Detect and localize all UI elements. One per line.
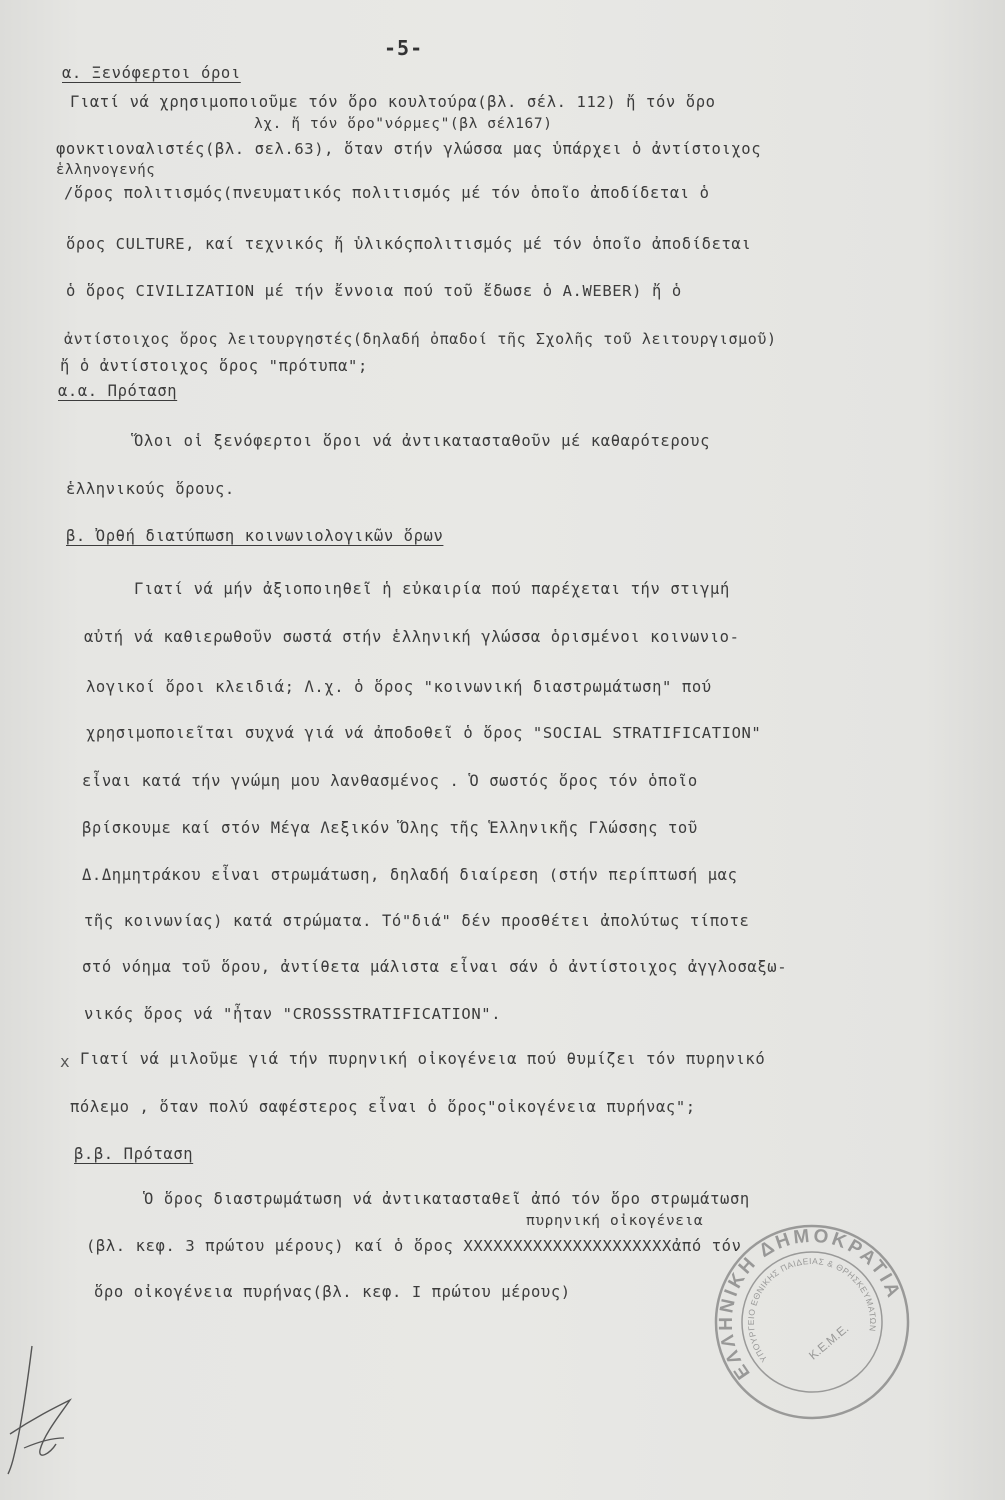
text-line: χρησιμοποιεῖται συχνά γιά νά ἀποδοθεῖ ὁ ὅρος "SOCIAL STRATIFICATION" — [86, 724, 762, 742]
text-line: φονκτιοναλιστές(βλ. σελ.63), ὅταν στήν γλώσσα μας ὑπάρχει ὁ ἀντίστοιχος — [56, 140, 762, 158]
text-line: Γιατί νά μήν ἀξιοποιηθεῖ ἡ εὐκαιρία πού παρέχεται τήν στιγμή — [134, 580, 730, 598]
text-line: /ὅρος πολιτισμός(πνευματικός πολιτισμός μέ τόν ὁποῖο ἀποδίδεται ὁ — [64, 184, 710, 202]
section-b-heading: β. Ὀρθή διατύπωση κοινωνιολογικῶν ὅρων — [66, 527, 444, 545]
page-number: -5- — [384, 36, 424, 60]
text-line: Γιατί νά μιλοῦμε γιά τήν πυρηνική οἰκογένεια πού θυμίζει τόν πυρηνικό — [80, 1050, 766, 1068]
text-line: λογικοί ὅροι κλειδιά; Λ.χ. ὁ ὅρος "κοινωνική διαστρωμάτωση" πού — [86, 678, 712, 696]
text-line: τῆς κοινωνίας) κατά στρώματα. Τό"διά" δέν προσθέτει ἀπολύτως τίποτε — [84, 912, 750, 930]
text-line: ὁ ὅρος CIVILIZATION μέ τήν ἔννοια πού τοῦ ἔδωσε ὁ A.WEBER) ἤ ὁ — [66, 282, 682, 300]
text-line: Γιατί νά χρησιμοποιοῦμε τόν ὅρο κουλτούρα(βλ. σέλ. 112) ἤ τόν ὅρο — [70, 93, 716, 111]
stamp-outer-text: ΕΛΛΗΝΙΚΗ ΔΗΜΟΚΡΑΤΙΑ — [715, 1225, 905, 1383]
text-line: ἀντίστοιχος ὅρος λειτουργηστές(δηλαδή ὀπαδοί τῆς Σχολῆς τοῦ λειτουργισμοῦ) — [64, 330, 777, 348]
text-line: στό νόημα τοῦ ὅρου, ἀντίθετα μάλιστα εἶναι σάν ὁ ἀντίστοιχος ἀγγλοσαξω- — [82, 958, 788, 976]
text-line: νικός ὅρος νά "ἦταν "CROSSSTRATIFICATION". — [84, 1005, 502, 1023]
official-stamp — [712, 1222, 912, 1422]
text-line: ἤ ὁ ἀντίστοιχος ὅρος "πρότυπα"; — [60, 357, 368, 375]
stamp-center-text: Κ.Ε.Μ.Ε. — [806, 1321, 852, 1363]
interlinear-insert: λχ. ἤ τόν ὅρο"νόρμες"(βλ σέλ167) — [254, 116, 553, 132]
text-line: βρίσκουμε καί στόν Μέγα Λεξικόν Ὅλης τῆς Ἑλληνικῆς Γλώσσης τοῦ — [82, 819, 698, 837]
proposal-aa-heading: α.α. Πρόταση — [58, 382, 178, 400]
proposal-bb-heading: β.β. Πρόταση — [74, 1145, 194, 1163]
text-line: ὅρος CULTURE, καί τεχνικός ἤ ὑλικόςπολιτισμός μέ τόν ὁποῖο ἀποδίδεται — [66, 235, 752, 253]
handwritten-signature — [4, 1338, 84, 1478]
interlinear-insert: πυρηνική οἰκογένεια — [526, 1213, 704, 1229]
text-line: εἶναι κατά τήν γνώμη μου λανθασμένος . Ὁ σωστός ὅρος τόν ὁποῖο — [82, 772, 698, 790]
stamp-inner-text: ΥΠΟΥΡΓΕΙΟ ΕΘΝΙΚΗΣ ΠΑΙΔΕΙΑΣ & ΘΡΗΣΚΕΥΜΑΤΩΝ — [745, 1255, 879, 1365]
text-line: (βλ. κεφ. 3 πρώτου μέρους) καί ὁ ὅρος XXXXXXXXXXXXXXXXXXXXXἀπό τόν — [86, 1237, 742, 1255]
text-line: Ὁ ὅρος διαστρωμάτωση νά ἀντικατασταθεῖ ἀπό τόν ὅρο στρωμάτωση — [144, 1190, 750, 1208]
text-line: ἑλληνικούς ὅρους. — [66, 480, 235, 498]
section-a-heading: α. Ξενόφερτοι όροι — [62, 64, 241, 82]
text-line: πόλεμο , ὅταν πολύ σαφέστερος εἶναι ὁ ὅρος"οἰκογένεια πυρήνας"; — [70, 1098, 696, 1116]
text-line: ὅρο οἰκογένεια πυρήνας(βλ. κεφ. I πρώτου μέρους) — [94, 1283, 571, 1301]
text-line: Ὅλοι οἱ ξενόφερτοι ὅροι νά ἀντικατασταθοῦν μέ καθαρότερους — [134, 432, 711, 450]
text-line: αὐτή νά καθιερωθοῦν σωστά στήν ἑλληνική γλώσσα ὁρισμένοι κοινωνιο- — [84, 628, 740, 646]
text-line: Δ.Δημητράκου εἶναι στρωμάτωση, δηλαδή διαίρεση (στήν περίπτωσή μας — [82, 866, 738, 884]
text-line: ἑλληνογενής — [56, 162, 156, 178]
margin-mark: x — [60, 1052, 70, 1071]
